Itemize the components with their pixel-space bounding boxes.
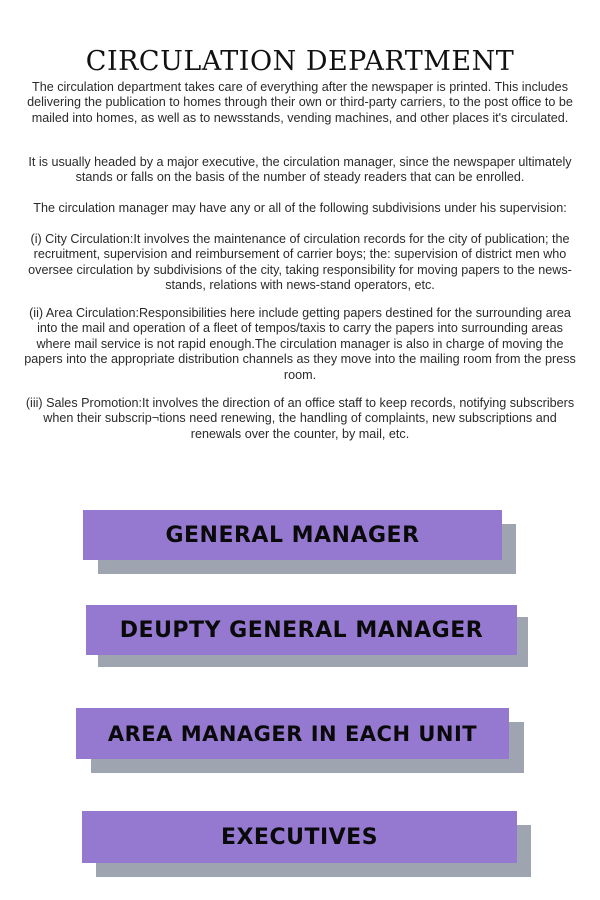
sales-promotion-paragraph: (iii) Sales Promotion:It involves the direction of an office staff to keep records, notifying subscribers when their subscrip¬tions need renewing, the handling of complaints, new subscriptions and renewals over the counter, by mail, etc. — [25, 396, 575, 441]
city-circulation-paragraph: (i) City Circulation:It involves the maintenance of circulation records for the city of publication; the recruitment, supervision and reimbursement of carrier boys; the: supervision of district men who oversee circulation by subdivisions of the city, taking responsibility for moving papers to the news-stands, relations with news-stand operators, etc. — [28, 232, 572, 293]
intro-paragraph: The circulation department takes care of everything after the newspaper is printed. This includes delivering the publication to homes through their own or third-party carriers, to the post office to be mailed into homes, as well as to newsstands, vending machines, and other places it's circulated. — [27, 80, 573, 125]
hierarchy-box-deputy-general-manager — [86, 605, 517, 655]
hierarchy-label: DEUPTY GENERAL MANAGER — [119, 617, 484, 643]
page-title: CIRCULATION DEPARTMENT — [85, 46, 515, 78]
head-paragraph: It is usually headed by a major executive, the circulation manager, since the newspaper ultimately stands or falls on the basis of the number of steady readers that can be enrolled. — [28, 155, 572, 185]
hierarchy-label: AREA MANAGER IN EACH UNIT — [107, 721, 478, 746]
hierarchy-box-executives — [82, 811, 517, 863]
hierarchy-box-general-manager — [83, 510, 502, 560]
area-circulation-paragraph: (ii) Area Circulation:Responsibilities here include getting papers destined for the surrounding area into the mail and operation of a fleet of tempos/taxis to carry the papers into surrounding areas where mail service is not rapid enough.The circulation manager is also in charge of moving the papers into the appropriate distribution channels as they move into the mailing room from the press room. — [24, 306, 576, 382]
subdivisions-intro-paragraph: The circulation manager may have any or all of the following subdivisions under his supervision: — [33, 201, 567, 215]
hierarchy-label: EXECUTIVES — [220, 824, 379, 850]
hierarchy-label: GENERAL MANAGER — [165, 522, 420, 548]
hierarchy-box-area-manager — [76, 708, 509, 759]
